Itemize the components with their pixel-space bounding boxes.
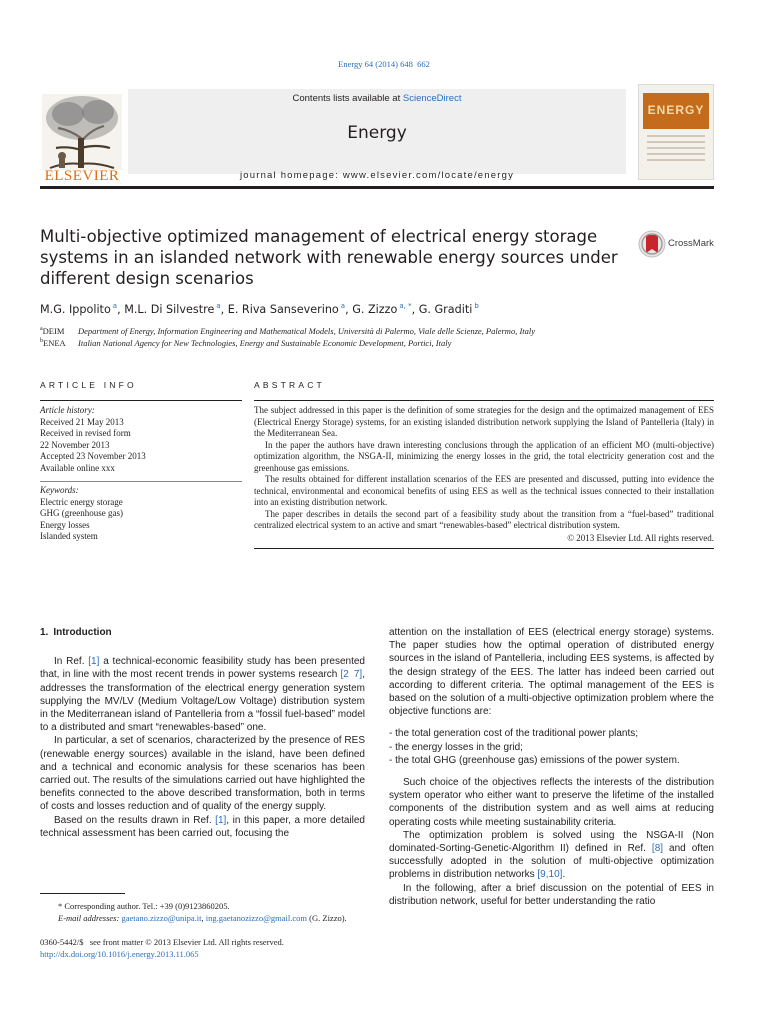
footnote-rule xyxy=(40,893,125,894)
abstract-text xyxy=(254,405,714,544)
doi-link[interactable]: http://dx.doi.org/10.1016/j.energy.2013.11.065 xyxy=(40,948,199,959)
author-affil-mark[interactable]: a xyxy=(216,302,221,310)
section-number: 1. xyxy=(40,627,49,638)
author-name: G. Graditi xyxy=(418,303,473,316)
reference-link[interactable]: [8] xyxy=(651,843,664,855)
author-affil-mark[interactable]: a xyxy=(112,302,118,310)
email-label: E-mail addresses: xyxy=(58,912,122,923)
section-heading-introduction xyxy=(40,626,365,639)
crossmark-badge[interactable] xyxy=(638,229,716,259)
body-paragraph xyxy=(389,829,714,882)
spacer xyxy=(389,767,714,776)
footnotes xyxy=(40,901,370,924)
affiliation-text: Department of Energy, Information Engineering and Mathematical Models, Università di Palermo, Viale delle Scienze, Palermo, Italy xyxy=(78,326,536,336)
abstract-heading: ABSTRACT xyxy=(254,380,325,390)
divider xyxy=(254,548,714,549)
body-paragraph xyxy=(40,814,365,840)
author-2[interactable] xyxy=(124,303,228,316)
paper-title: Multi-objective optimized management of electrical energy storage systems in an islanded network with renewable energy sources under different design scenarios xyxy=(40,227,618,288)
contents-line xyxy=(128,93,626,104)
affil-org: DEIM xyxy=(42,326,65,336)
body-paragraph: In particular, a set of scenarios, characterized by the presence of RES (renewable energy sources) available in the island, have been defined and a technical and economic analysis for these scenarios has been carried out. The results of the simulations carried out have highlighted the benefits connected to the above described transformation, both in terms of costs and losses reduction and of quality of the energy supply. xyxy=(40,735,365,813)
author-1[interactable] xyxy=(40,303,124,316)
body-paragraph: In the following, after a brief discussion on the potential of EES in distribution network, useful for better understanding the ratio xyxy=(389,882,714,907)
reference-link[interactable]: [1] xyxy=(215,814,227,826)
elsevier-wordmark: ELSEVIER xyxy=(44,168,120,184)
cover-word: ENERGY xyxy=(647,103,705,117)
masthead-box xyxy=(128,89,626,181)
author-list xyxy=(40,302,720,316)
affiliation-text: Italian National Agency for New Technologies, Energy and Sustainable Economic Development, Portici, Italy xyxy=(78,338,452,348)
cover-band xyxy=(643,93,709,129)
reference-link[interactable]: [1] xyxy=(88,656,100,668)
body-column-right xyxy=(389,626,714,908)
article-history xyxy=(40,405,242,474)
affiliation-b xyxy=(40,338,720,348)
author-affil-mark[interactable]: a xyxy=(340,302,346,310)
divider xyxy=(40,400,242,401)
body-paragraph xyxy=(40,655,365,734)
contents-prefix: Contents lists available at xyxy=(292,93,403,104)
affil-letter: b xyxy=(40,338,43,345)
text-run: The optimization problem is solved using the NSGA-II (Non dominated-Sorting-Genetic-Algorithm II) defined in Ref. xyxy=(389,829,714,855)
author-name: E. Riva Sanseverino xyxy=(227,303,339,316)
abstract-paragraph: In the paper the authors have drawn interesting conclusions through the application of an efficient MO (multi-objective) optimization algorithm, the NSGA-II, minimizing the energy losses in the grid, the total electricity generation cost and the greenhouse gas emissions. xyxy=(254,439,714,473)
text-run: Based on the results drawn in Ref. xyxy=(54,814,216,826)
objective-bullet: - the total generation cost of the traditional power plants; xyxy=(389,728,639,740)
abstract-copyright: © 2013 Elsevier Ltd. All rights reserved. xyxy=(567,532,714,543)
author-sep: , xyxy=(220,303,228,316)
email-suffix: (G. Zizzo). xyxy=(307,912,347,923)
bottom-info xyxy=(40,937,440,960)
author-affil-mark[interactable]: a, * xyxy=(399,302,412,310)
author-sep: , xyxy=(345,303,353,316)
objective-bullet: - the energy losses in the grid; xyxy=(389,741,523,753)
divider xyxy=(40,481,242,482)
affil-letter: a xyxy=(40,326,43,333)
history-item: 22 November 2013 xyxy=(40,439,110,450)
text-run: , addresses the transformation of the electrical energy generation system supplying the MV/LV (Medium Voltage/Low Voltage) distribution system in the Mediterranean island of Pantelleria from a “fossil fuel-based” model to a distributed and smart “renewables-based” one. xyxy=(40,669,365,734)
keyword[interactable]: GHG (greenhouse gas) xyxy=(40,508,123,518)
history-label: Article history: xyxy=(40,405,95,415)
reference-link[interactable]: [9,10] xyxy=(537,869,563,881)
abstract-paragraph: The results obtained for different installation scenarios of the EES are presented and discussed, putting into evidence the technical, environmental and economical benefits of using EES as well as the technical issues connected to their installation into an existing distribution network. xyxy=(254,474,714,507)
history-item: Accepted 23 November 2013 xyxy=(40,451,146,461)
author-name: G. Zizzo xyxy=(352,303,398,316)
email-link[interactable]: gaetano.zizzo@unipa.it xyxy=(121,912,202,923)
journal-citation[interactable]: Energy 64 (2014) 648 662 xyxy=(338,59,430,69)
header-rule xyxy=(40,186,714,189)
corresponding-author-note: * Corresponding author. Tel.: +39 (0)9123860205. xyxy=(58,901,230,911)
abstract-paragraph: The subject addressed in this paper is the definition of some strategies for the design and the optimaized management of EES (Electrical Energy Storage) systems, for an existing islanded distribution network supplying the Island of Pantelleria (Italy) in the Mediterranean Sea. xyxy=(254,405,714,438)
affiliation-label xyxy=(40,326,78,336)
sciencedirect-link[interactable]: ScienceDirect xyxy=(402,93,462,104)
journal-title: Energy xyxy=(347,123,407,143)
keyword[interactable]: Energy losses xyxy=(40,519,90,530)
history-item: Received 21 May 2013 xyxy=(40,416,124,427)
abstract-paragraph: The paper describes in details the second part of a feasibility study about the transition from a “fuel-based” traditional centralized electrical system to an active and smart “renewables-based” electrical distribution system. xyxy=(254,508,714,530)
affiliation-label xyxy=(40,338,78,348)
article-info-heading: ARTICLE INFO xyxy=(40,380,137,390)
cover-lines xyxy=(647,135,705,165)
history-item: Received in revised form xyxy=(40,428,131,438)
keywords xyxy=(40,485,242,543)
author-name: M.G. Ippolito xyxy=(40,303,111,316)
affil-org: ENEA xyxy=(43,338,66,348)
journal-homepage[interactable]: journal homepage: www.elsevier.com/locate/energy xyxy=(239,170,515,181)
text-run: In Ref. xyxy=(54,656,89,668)
body-paragraph: attention on the installation of EES (electrical energy storage) systems. The paper studies how the optimal operation of distributed energy sources in the island of Pantelleria, including EES systems, is affected by the design strategy of the EES. The latter has indeed been carried out according to different criteria. The optimal management of the EES is based on the solution of a multi-objective optimization problem where the objective functions are: xyxy=(389,627,714,718)
keyword[interactable]: Electric energy storage xyxy=(40,496,123,507)
affiliation-a xyxy=(40,326,720,336)
author-sep: , xyxy=(117,303,125,316)
reference-link[interactable]: [2 7] xyxy=(340,669,363,681)
text-run: and often successfully adopted in the solution of multi-objective optimization problems in distribution networks xyxy=(389,843,714,881)
article-info xyxy=(40,380,242,543)
keywords-label: Keywords: xyxy=(40,485,79,495)
section-title: Introduction xyxy=(53,627,112,638)
abstract xyxy=(254,380,714,549)
crossmark-label: CrossMark xyxy=(668,238,714,249)
author-affil-mark[interactable]: b xyxy=(474,302,479,310)
journal-cover-thumbnail[interactable] xyxy=(638,84,714,180)
spacer xyxy=(389,718,714,727)
text-run: a technical-economic feasibility study has been presented that, in line with the most recent trends in power systems research xyxy=(40,656,365,681)
objective-bullet: - the total GHG (greenhouse gas) emissions of the power system. xyxy=(389,754,680,766)
masthead xyxy=(40,84,714,187)
author-name: M.L. Di Silvestre xyxy=(124,303,215,316)
author-3[interactable] xyxy=(228,303,352,316)
keyword[interactable]: Islanded system xyxy=(40,531,98,541)
author-4[interactable] xyxy=(352,303,419,316)
crossmark-icon xyxy=(638,229,666,259)
body-paragraph: Such choice of the objectives reflects the interests of the distribution system operator who either want to preserve the lifetime of the installed components of the distribution system and as well aims at reducing operating costs while meeting sustainability criteria. xyxy=(389,777,714,828)
text-run: . xyxy=(562,869,566,881)
issn-line: 0360-5442/$ see front matter © 2013 Elsevier Ltd. All rights reserved. xyxy=(40,937,284,947)
author-5[interactable] xyxy=(419,303,479,316)
email-sep: , xyxy=(201,912,206,923)
body-column-left xyxy=(40,626,365,840)
email-link[interactable]: ing.gaetanozizzo@gmail.com xyxy=(205,912,308,923)
divider xyxy=(254,400,714,401)
author-sep: , xyxy=(411,303,419,316)
email-note xyxy=(40,913,370,925)
history-item: Available online xxx xyxy=(40,462,115,473)
text-run: , in this paper, a more detailed technical assessment has been carried out, focusing the xyxy=(40,814,365,839)
